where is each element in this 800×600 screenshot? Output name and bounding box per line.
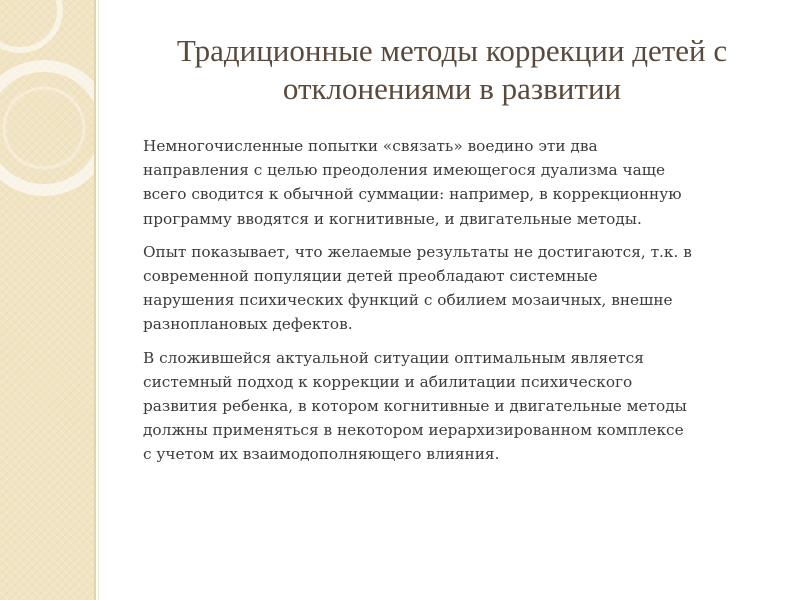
decorative-circle (4, 88, 84, 168)
panel-divider (94, 0, 96, 600)
decorative-circle (0, 0, 60, 50)
slide-body (143, 134, 783, 476)
decorative-circle (0, 66, 94, 190)
decorative-side-panel (0, 0, 94, 600)
panel-divider (98, 0, 99, 600)
decorative-circles (0, 0, 94, 600)
slide-title: Традиционные методы коррекции детей с отклонениями в развитии (176, 33, 728, 106)
paragraph: Опыт показывает, что желаемые результаты не достигаются, т.к. в современной популяции детей преобладают системные нарушения психических функций с обилием мозаичных, внешне разноплановых дефектов. (143, 242, 692, 334)
paragraph: В сложившейся актуальной ситуации оптимальным является системный подход к коррекции и абилитации психического развития ребенка, в котором когнитивные и двигательные методы должны применяться в некотором иерархизированном комплексе с учетом их взаимодополняющего влияния. (143, 348, 687, 464)
paragraph: Немногочисленные попытки «связать» воедино эти два направления с целью преодоления имеющегося дуализма чаще всего сводится к обычной суммации: например, в коррекционную программу вводятся и когнитивные, и двигательные методы. (143, 137, 682, 228)
